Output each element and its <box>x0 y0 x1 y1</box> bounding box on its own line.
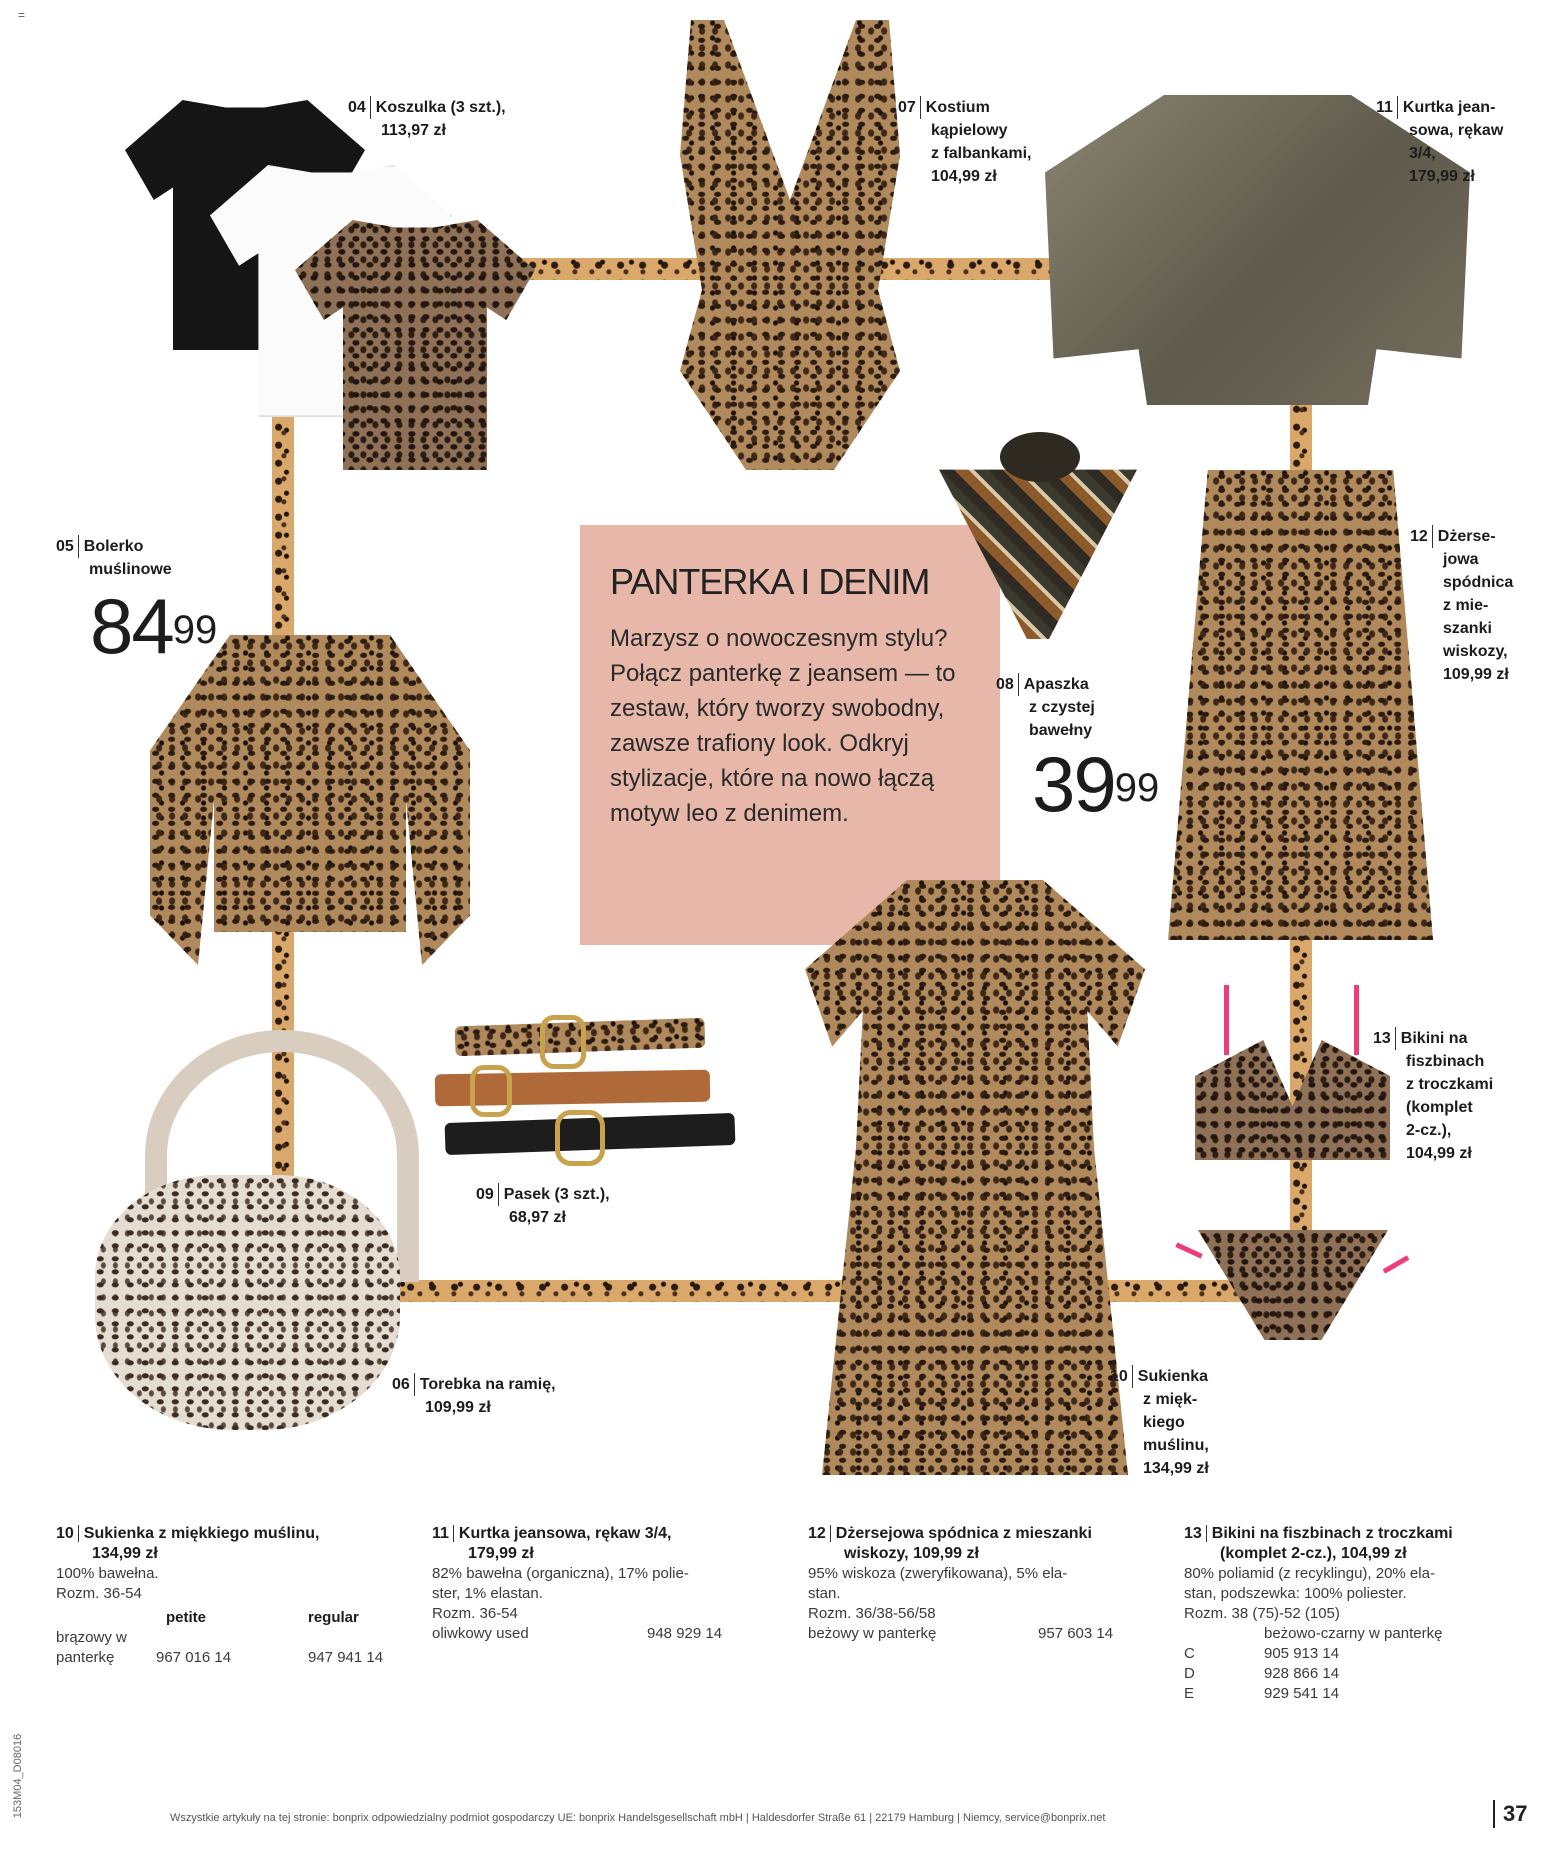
bikini-strap-right <box>1354 985 1359 1055</box>
label-p05: 05 Bolerko muślinowe <box>56 535 172 581</box>
detail-13-sizes: C 905 913 14 D 928 866 14 E 929 541 14 <box>1184 1645 1340 1702</box>
detail-10: 10 Sukienka z miękkiego muślinu, 134,99 zł 100% bawełna. Rozm. 36-54 petite regular brązowy w panterkę 967 016 14 947 941 14 <box>56 1525 384 1666</box>
label-p09: 09 Pasek (3 szt.), 68,97 zł <box>476 1183 610 1229</box>
detail-12: 12 Dżersejowa spódnica z mieszanki wiskozy, 109,99 zł 95% wiskoza (zweryfikowana), 5% ela- stan. Rozm. 36/38-56/58 beżowy w panterkę 957 603 14 <box>808 1525 1114 1642</box>
label-p08: 08 Apaszka z czystej bawełny <box>996 673 1095 742</box>
product-bolero-image[interactable] <box>150 635 470 965</box>
bikini-strap-left <box>1224 985 1229 1055</box>
headline-title: PANTERKA I DENIM <box>610 561 930 602</box>
label-p04: 04 Koszulka (3 szt.), 113,97 zł <box>348 96 506 142</box>
product-skirt-image[interactable] <box>1168 470 1433 940</box>
buckle-3 <box>555 1110 605 1166</box>
detail-10-table: petite regular brązowy w panterkę 967 016 14 947 941 14 <box>56 1609 384 1666</box>
product-dress-image[interactable] <box>805 880 1145 1475</box>
detail-11: 11 Kurtka jeansowa, rękaw 3/4, 179,99 zł 82% bawełna (organiczna), 17% polie- ster, 1% elastan. Rozm. 36-54 oliwkowy used 948 929 14 <box>432 1525 723 1642</box>
page-number: 37 <box>1493 1800 1527 1828</box>
label-p12: 12 Dżerse- jowa spódnica z mie- szanki wiskozy, 109,99 zł <box>1410 525 1513 686</box>
label-p07: 07 Kostium kąpielowy z falbankami, 104,99 zł <box>898 96 1031 188</box>
product-bag-image[interactable] <box>95 1175 400 1430</box>
top-mark: = <box>18 8 26 22</box>
frame-bottom <box>272 1280 1312 1302</box>
label-p13: 13 Bikini na fiszbinach z troczkami (komplet 2-cz.), 104,99 zł <box>1373 1027 1493 1165</box>
scarf-knot <box>1000 432 1080 482</box>
detail-13: 13 Bikini na fiszbinach z troczkami (komplet 2-cz.), 104,99 zł 80% poliamid (z recyklingu), 20% ela- stan, podszewka: 100% poliester. Rozm. 38 (75)-52 (105) beżowo-czarny w panterkę C 905 913 14 D 928 866 14 E 929 541 14 <box>1184 1525 1453 1702</box>
bikini-tie-right <box>1383 1255 1410 1273</box>
buckle-2 <box>470 1065 512 1117</box>
buckle-1 <box>540 1015 586 1069</box>
price-p05: $84^{99}$ <box>90 582 218 670</box>
label-p10: 10 Sukienka z mięk- kiego muślinu, 134,99 zł <box>1110 1365 1209 1480</box>
side-code: 153M04_D08016 <box>12 1733 24 1819</box>
label-p11: 11 Kurtka jean- sowa, rękaw 3/4, 179,99 zł <box>1376 96 1503 188</box>
label-p06: 06 Torebka na ramię, 109,99 zł <box>392 1373 556 1419</box>
bikini-tie-left <box>1175 1242 1202 1258</box>
price-p08: $39^{99}$ <box>1032 740 1160 828</box>
footer-legal: Wszystkie artykuły na tej stronie: bonprix odpowiedzialny podmiot gospodarczy UE: bonprix Handelsgesellschaft mbH | Haldesdorfer Straße 61 | 22179 Hamburg | Niemcy, service@bonprix.net <box>170 1812 1106 1824</box>
headline-body: Marzysz o nowoczesnym stylu? Połącz panterkę z jeansem — to zestaw, który tworzy swobodny, zawsze trafiony look. Odkryj stylizacje, które na nowo łączą motyw leo z denimem. <box>610 625 956 827</box>
product-swimsuit-image[interactable] <box>680 20 900 470</box>
